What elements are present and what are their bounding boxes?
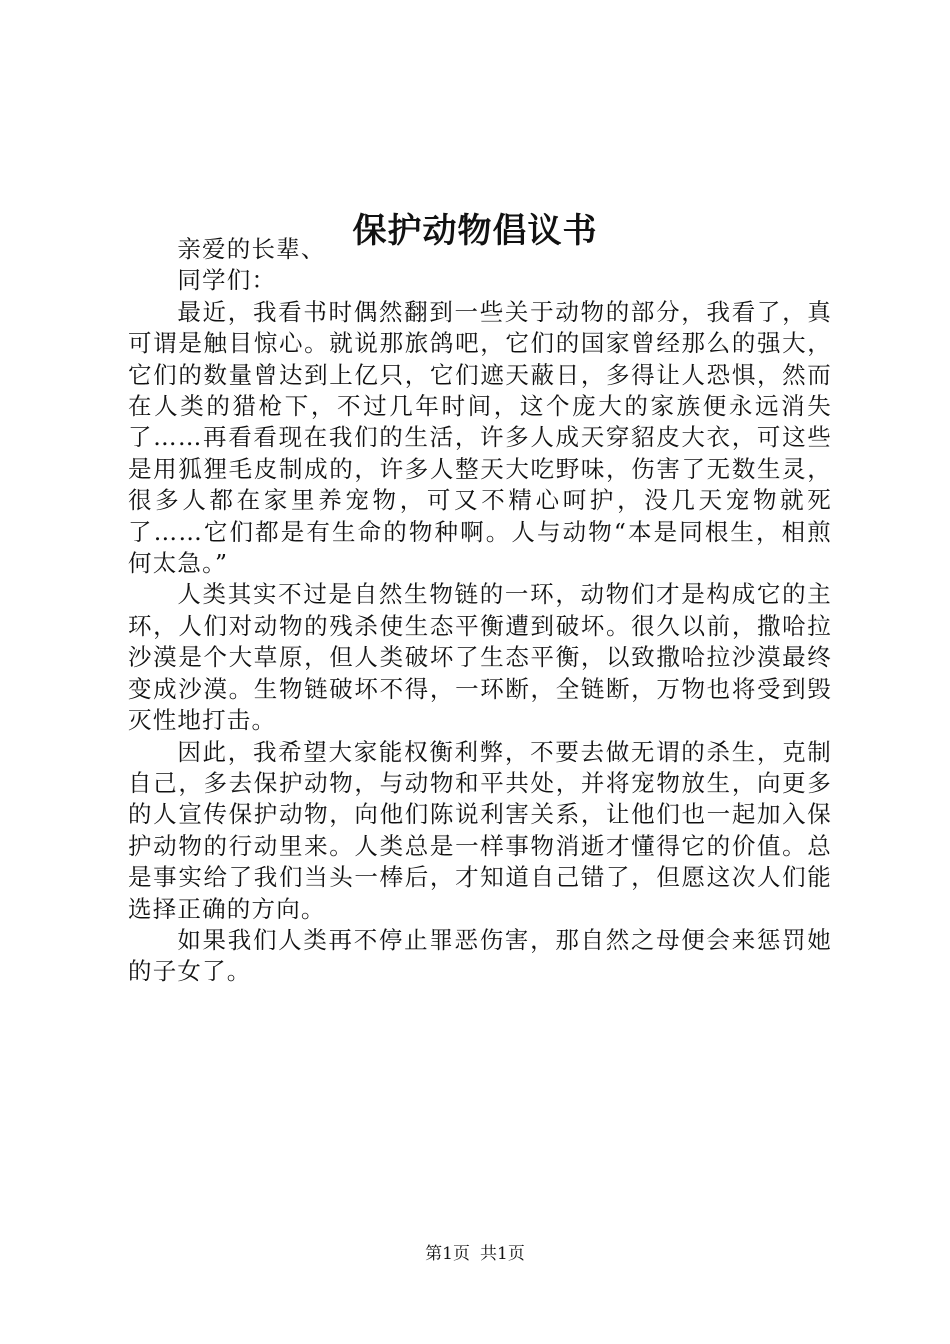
page-number-total: 共1页	[480, 1244, 525, 1264]
page-number-current: 第1页	[425, 1244, 470, 1264]
salutation-line-1: 亲爱的长辈、	[177, 235, 326, 263]
paragraph-1: 最近，我看书时偶然翻到一些关于动物的部分，我看了，真可谓是触目惊心。就说那旅鸽吧，它们的国家曾经那么的强大，它们的数量曾达到上亿只，它们遮天蔽日，多得让人恐惧，然而在人类的猎枪下，不过几年时间，这个庞大的家族便永远消失了……再看看现在我们的生活，许多人成天穿貂皮大衣，可这些是用狐狸毛皮制成的，许多人整天大吃野味，伤害了无数生灵，很多人都在家里养宠物，可又不精心呵护，没几天宠物就死了……它们都是有生命的物种啊。人与动物“本是同根生，相煎何太急。”	[128, 297, 832, 578]
paragraph-2: 人类其实不过是自然生物链的一环，动物们才是构成它的主环，人们对动物的残杀使生态平衡遭到破坏。很久以前，撒哈拉沙漠是个大草原，但人类破坏了生态平衡，以致撒哈拉沙漠最终变成沙漠。生物链破坏不得，一环断，全链断，万物也将受到毁灭性地打击。	[128, 580, 832, 735]
salutation-line-2: 同学们：	[177, 266, 277, 295]
paragraph-4: 如果我们人类再不停止罪恶伤害，那自然之母便会来惩罚她的子女了。	[128, 925, 832, 986]
page-footer	[0, 1242, 950, 1266]
document-body	[128, 234, 832, 988]
document-title: 保护动物倡议书	[352, 210, 598, 251]
paragraph-3: 因此，我希望大家能权衡利弊，不要去做无谓的杀生，克制自己，多去保护动物，与动物和平共处，并将宠物放生，向更多的人宣传保护动物，向他们陈说利害关系，让他们也一起加入保护动物的行动里来。人类总是一样事物消逝才懂得它的价值。总是事实给了我们当头一棒后，才知道自己错了，但愿这次人们能选择正确的方向。	[128, 737, 832, 923]
